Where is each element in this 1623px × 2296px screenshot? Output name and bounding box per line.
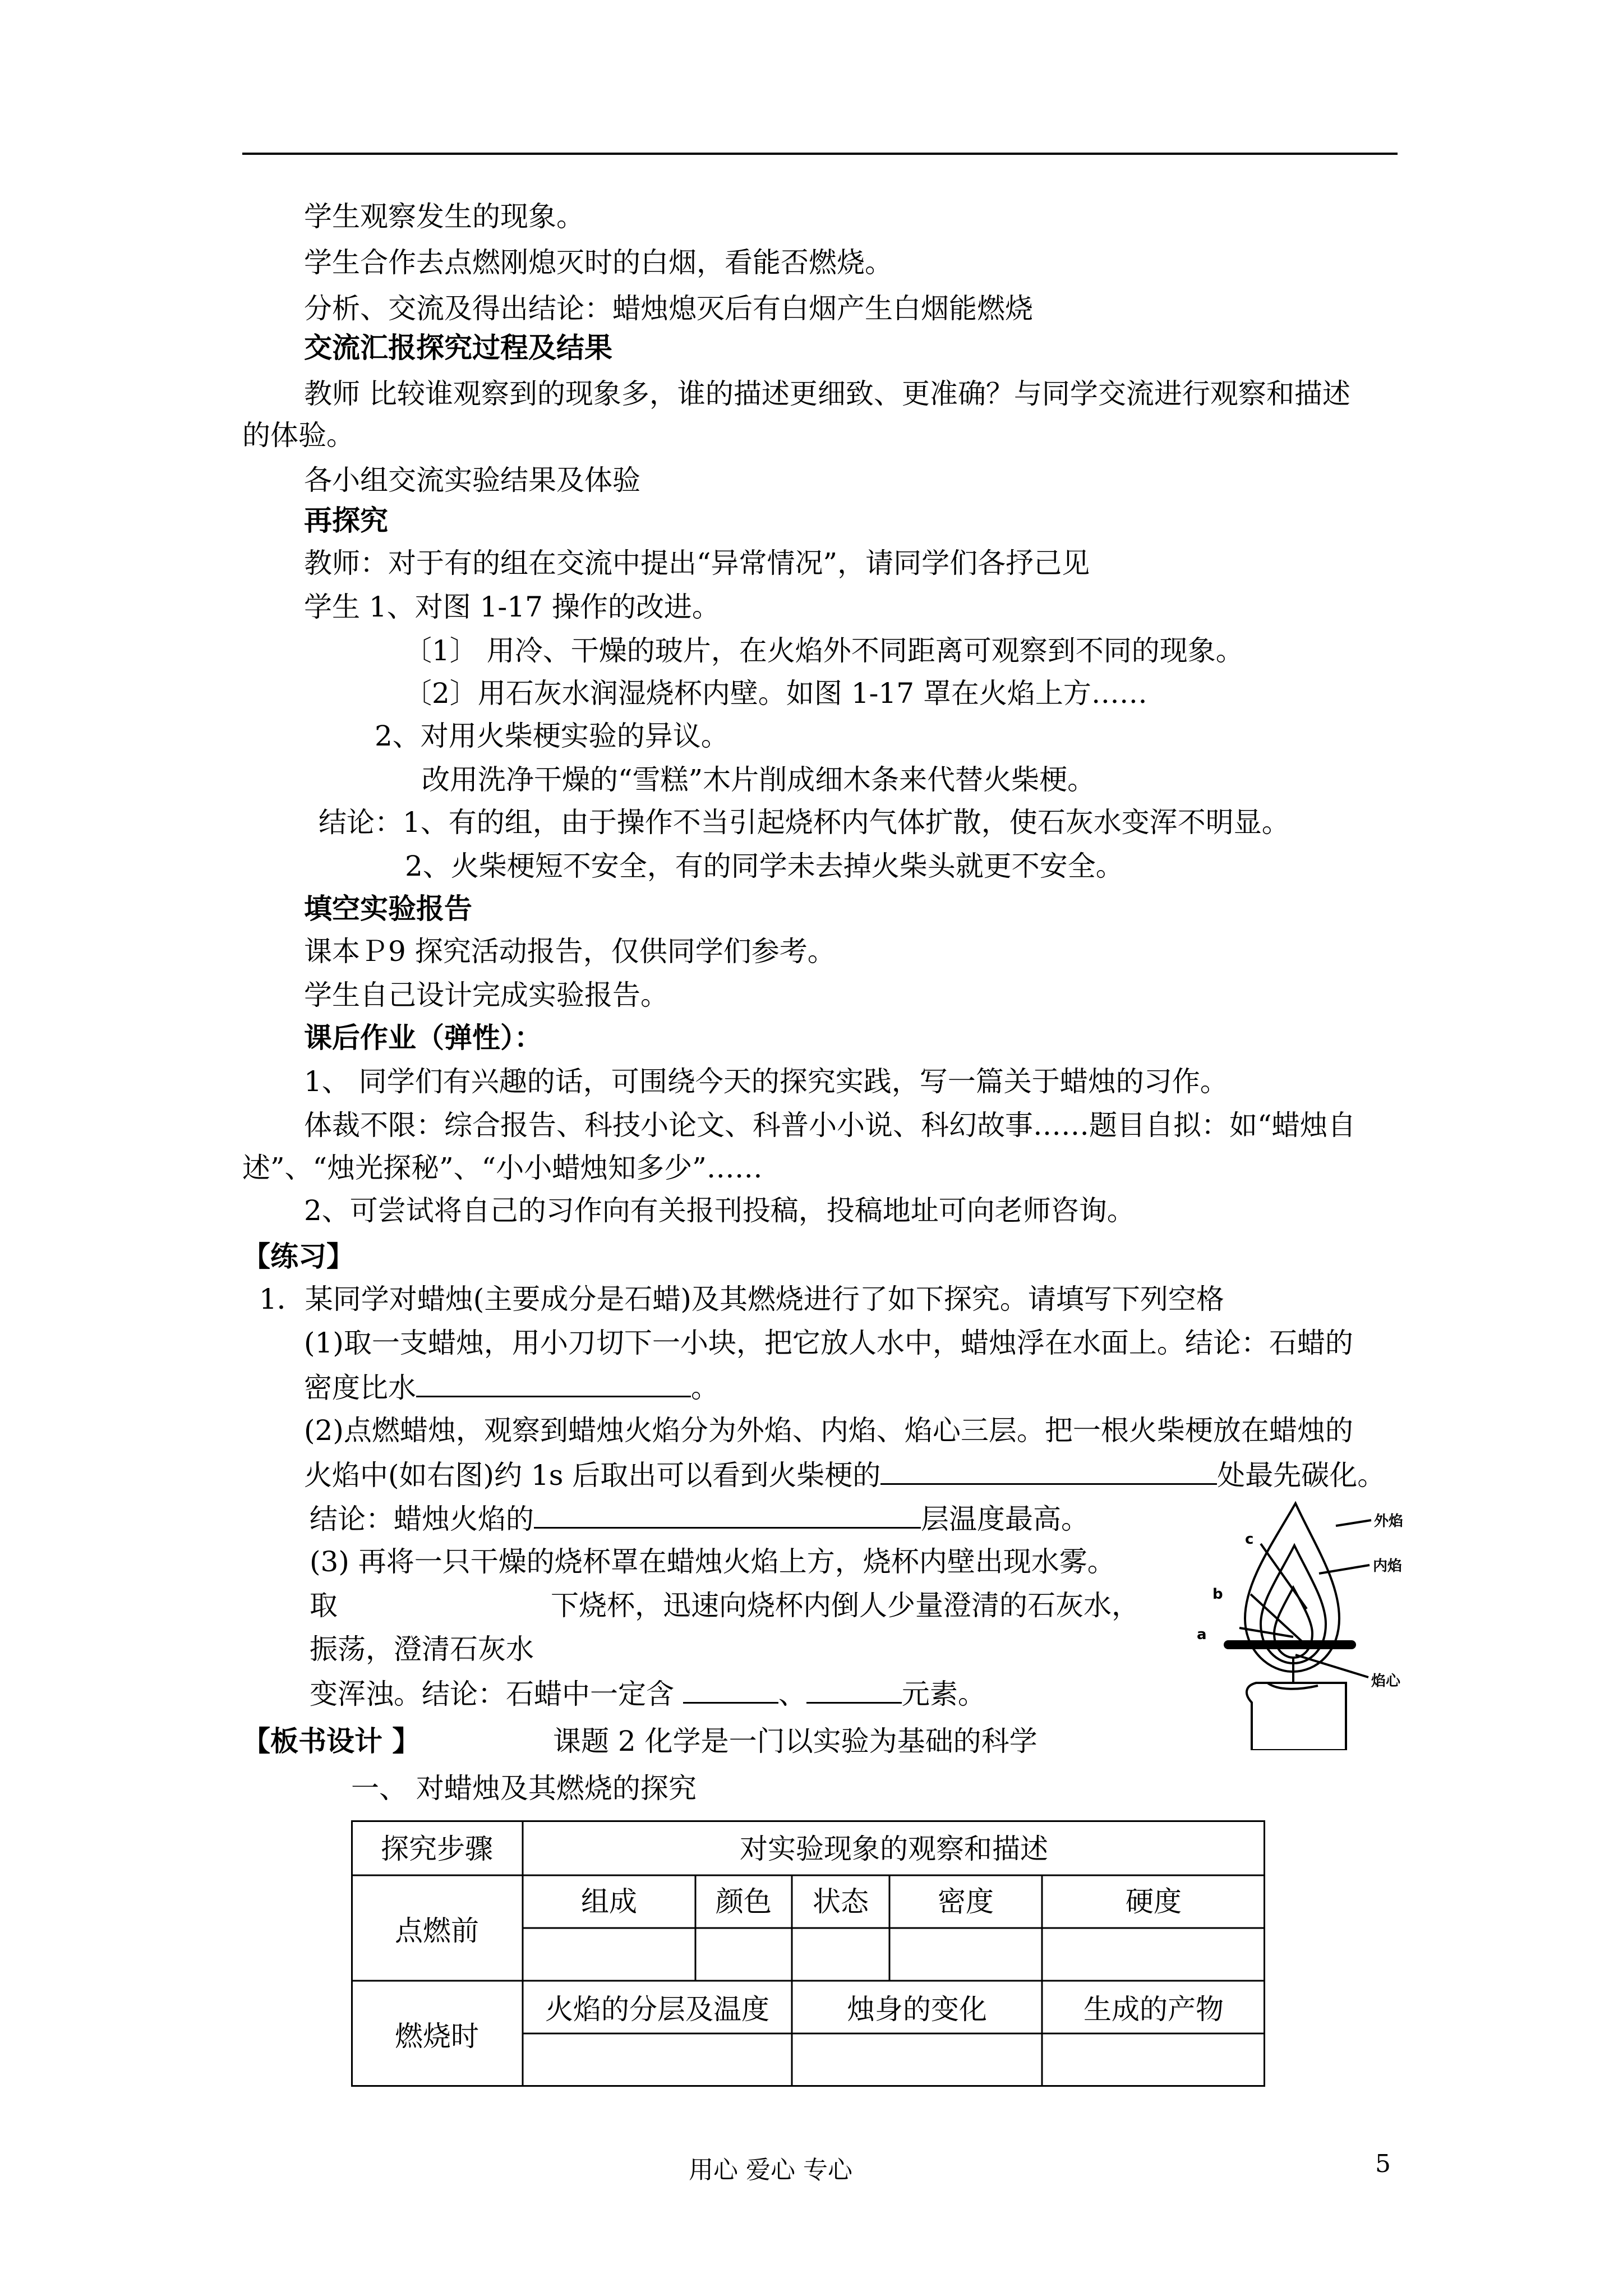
practice-heading: 【练习】 xyxy=(242,1240,354,1273)
row-label-during: 燃烧时 xyxy=(395,2020,479,2053)
table-header-observation: 对实验现象的观察和描述 xyxy=(740,1833,1048,1865)
answer-blank[interactable] xyxy=(880,1454,1217,1485)
text-line: 学生观察发生的现象。 xyxy=(304,200,584,233)
question-text-part: 火焰中(如右图)约 1s 后取出可以看到火柴梗的 xyxy=(304,1459,881,1492)
board-heading: 【板书设计 】 xyxy=(242,1724,421,1757)
text-line: 教师 比较谁观察到的现象多，谁的描述更细致、更准确？与同学交流进行观察和描述 xyxy=(304,378,1350,410)
text-line: 学生合作去点燃刚熄灭时的白烟，看能否燃烧。 xyxy=(304,246,893,279)
question-text xyxy=(304,1366,719,1408)
column-header: 组成 xyxy=(581,1885,637,1918)
question-text: (1)取一支蜡烛，用小刀切下一小块，把它放人水中，蜡烛浮在水面上。结论：石蜡的 xyxy=(304,1327,1353,1359)
text-line: 体裁不限：综合报告、科技小论文、科普小小说、科幻故事……题目自拟：如“蜡烛自 xyxy=(304,1109,1356,1142)
page-number: 5 xyxy=(1375,2150,1391,2178)
text-line: 2、火柴梗短不安全，有的同学未去掉火柴头就更不安全。 xyxy=(405,850,1124,882)
column-header: 火焰的分层及温度 xyxy=(545,1993,769,2026)
candle-body xyxy=(1247,1683,1346,1750)
text-line: 分析、交流及得出结论：蜡烛熄灭后有白烟产生白烟能燃烧 xyxy=(304,292,1033,325)
answer-blank[interactable] xyxy=(416,1366,691,1397)
text-line: 学生自己设计完成实验报告。 xyxy=(304,979,668,1011)
table-header-step: 探究步骤 xyxy=(381,1833,493,1865)
question-1: 1．某同学对蜡烛(主要成分是石蜡)及其燃烧进行了如下探究。请填写下列空格 xyxy=(259,1283,1224,1315)
question-text: (2)点燃蜡烛，观察到蜡烛火焰分为外焰、内焰、焰心三层。把一根火柴梗放在蜡烛的 xyxy=(304,1414,1353,1447)
text-line: 的体验。 xyxy=(242,419,354,452)
row-label-before: 点燃前 xyxy=(395,1915,479,1947)
label-b: b xyxy=(1212,1586,1223,1603)
question-text-part: 处最先碳化。 xyxy=(1217,1459,1386,1492)
column-header: 烛身的变化 xyxy=(847,1993,987,2026)
column-header: 密度 xyxy=(938,1885,994,1918)
question-text-part: 元素。 xyxy=(901,1678,986,1710)
question-text xyxy=(310,1673,986,1714)
text-line: 2、可尝试将自己的习作向有关报刊投稿，投稿地址可向老师咨询。 xyxy=(304,1194,1135,1227)
text-line: 教师：对于有的组在交流中提出“异常情况”，请同学们各抒己见 xyxy=(304,547,1090,579)
text-line: 〔2〕用石灰水润湿烧杯内壁。如图 1-17 罩在火焰上方…… xyxy=(404,677,1147,710)
text-line: 课本Ｐ9 探究活动报告，仅供同学们参考。 xyxy=(304,935,836,968)
footer-motto: 用心 爱心 专心 xyxy=(689,2156,852,2184)
label-flame-core: 焰心 xyxy=(1371,1673,1401,1690)
section-heading: 再探究 xyxy=(304,504,388,537)
question-text-part: 变浑浊。结论：石蜡中一定含 xyxy=(310,1678,683,1710)
text-line: 2、对用火柴梗实验的异议。 xyxy=(375,720,729,752)
question-text-part: 、 xyxy=(778,1678,806,1710)
answer-blank[interactable] xyxy=(534,1498,921,1529)
question-text-part: 层温度最高。 xyxy=(921,1503,1089,1535)
question-text xyxy=(310,1498,1089,1539)
board-title: 课题 2 化学是一门以实验为基础的科学 xyxy=(553,1725,1038,1757)
question-text-part: 密度比水 xyxy=(304,1372,416,1404)
header-rule xyxy=(242,153,1398,155)
candle-flame-figure xyxy=(1189,1492,1413,1750)
column-header: 硬度 xyxy=(1126,1885,1182,1918)
column-header: 状态 xyxy=(813,1885,869,1918)
text-line: 1、 同学们有兴趣的话，可围绕今天的探究实践，写一篇关于蜡烛的习作。 xyxy=(304,1065,1228,1098)
label-inner-flame: 内焰 xyxy=(1373,1558,1403,1575)
text-line: 学生 1、对图 1-17 操作的改进。 xyxy=(304,591,720,623)
question-text-part: 取 xyxy=(310,1589,338,1622)
question-text-part: 。 xyxy=(691,1372,719,1404)
text-line: 改用洗净干燥的“雪糕”木片削成细木条来代替火柴梗。 xyxy=(422,763,1096,796)
text-line: 述”、“烛光探秘”、“小小蜡烛知多少”…… xyxy=(242,1152,763,1184)
label-a: a xyxy=(1197,1626,1207,1643)
answer-blank[interactable] xyxy=(683,1673,778,1704)
section-heading: 课后作业（弹性）： xyxy=(304,1021,542,1054)
question-text-part: 下烧杯，迅速向烧杯内倒人少量澄清的石灰水， xyxy=(551,1589,1140,1622)
column-header: 生成的产物 xyxy=(1083,1993,1224,2026)
question-text: (3) 再将一只干燥的烧杯罩在蜡烛火焰上方，烧杯内壁出现水雾。 xyxy=(310,1545,1115,1578)
answer-blank[interactable] xyxy=(806,1673,902,1704)
board-section: 一、 对蜡烛及其燃烧的探究 xyxy=(351,1772,697,1805)
question-text xyxy=(310,1585,1140,1626)
label-c: c xyxy=(1245,1531,1254,1548)
text-line: 〔1〕 用冷、干燥的玻片，在火焰外不同距离可观察到不同的现象。 xyxy=(404,634,1244,667)
column-header: 颜色 xyxy=(716,1885,772,1918)
section-heading: 填空实验报告 xyxy=(304,892,472,925)
text-line: 结论：1、有的组，由于操作不当引起烧杯内气体扩散，使石灰水变浑不明显。 xyxy=(319,806,1290,839)
section-heading: 交流汇报探究过程及结果 xyxy=(304,331,612,364)
text-line: 各小组交流实验结果及体验 xyxy=(304,464,640,496)
question-text: 振荡，澄清石灰水 xyxy=(310,1633,534,1665)
question-text xyxy=(304,1454,1385,1496)
label-outer-flame: 外焰 xyxy=(1374,1513,1404,1530)
question-text-part: 结论：蜡烛火焰的 xyxy=(310,1503,534,1535)
